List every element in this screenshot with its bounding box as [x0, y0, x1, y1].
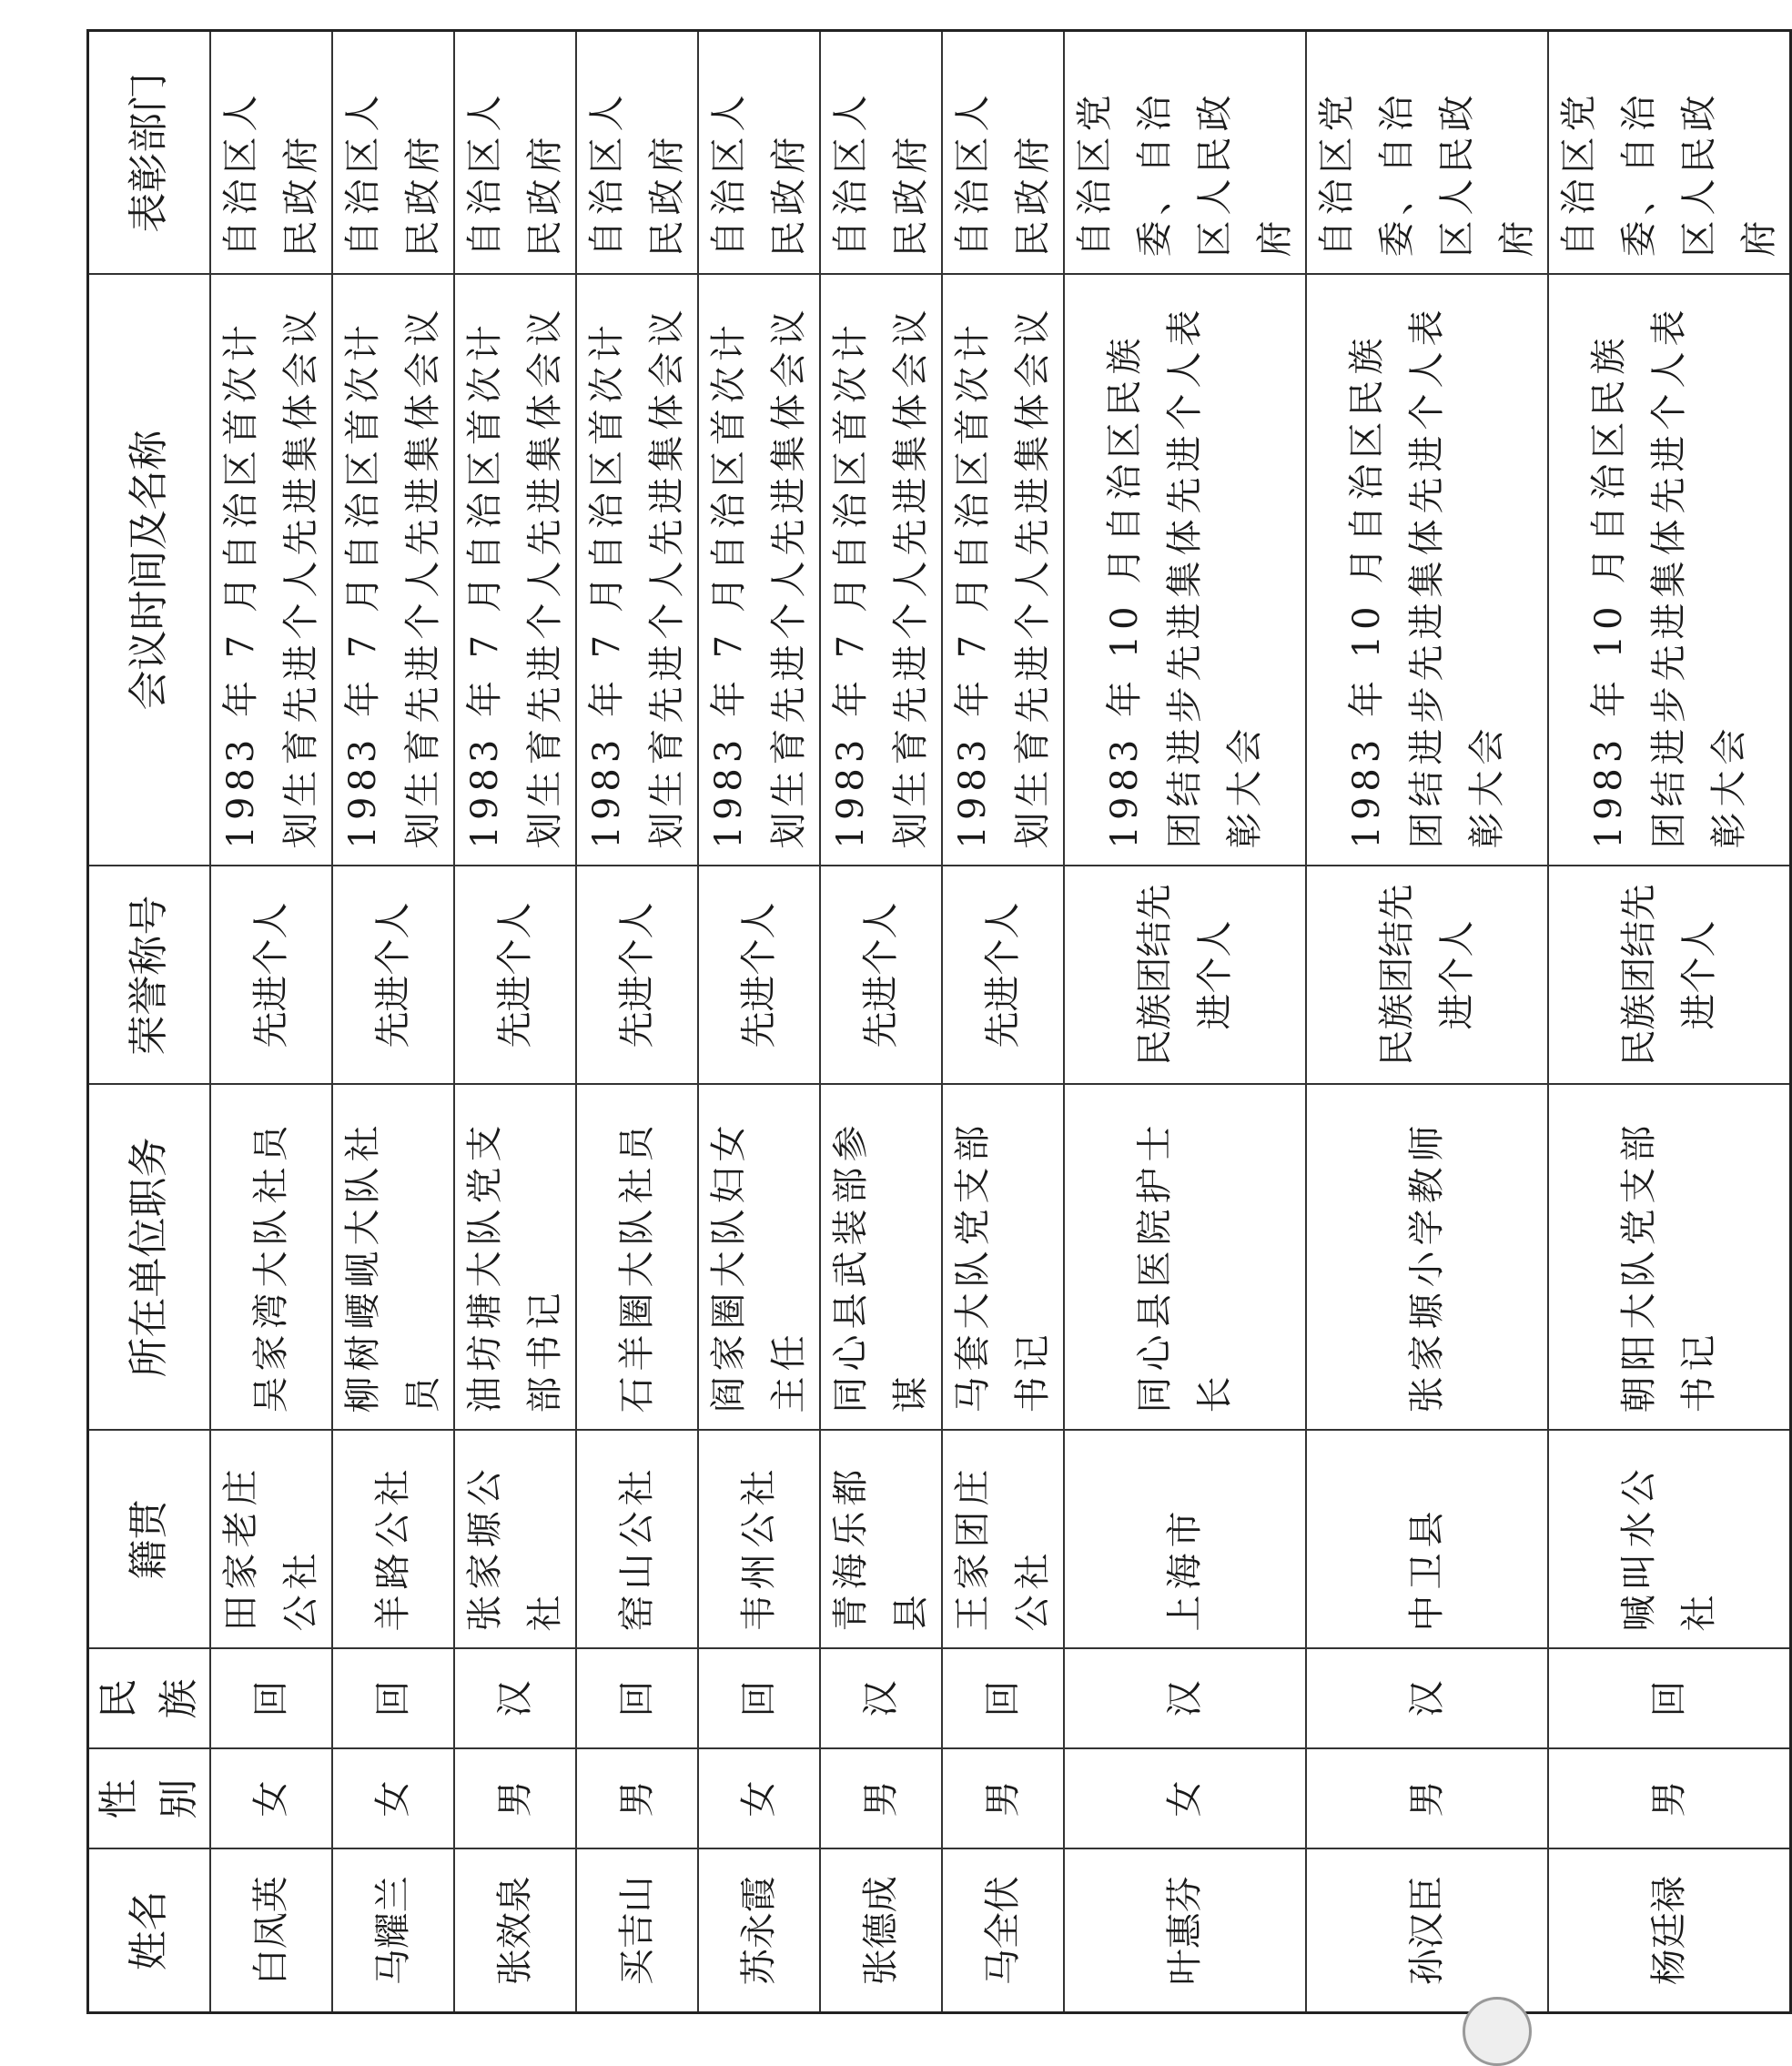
cell-ethnicity: 汉 [1064, 1649, 1306, 1749]
cell-honor-title: 民族团结先进个人 [1064, 866, 1306, 1085]
cell-unit-position: 阎家圈大队妇女主任 [698, 1085, 820, 1431]
cell-commending-dept: 自治区人民政府 [210, 31, 332, 275]
table-row [576, 31, 698, 2013]
cell-unit-position: 朝阳大队党支部书记 [1548, 1085, 1791, 1431]
cell-honor-title: 先进个人 [454, 866, 576, 1085]
corner-ornament-icon [1463, 1997, 1532, 2066]
cell-name: 马全伏 [942, 1849, 1064, 2013]
table-row [332, 31, 454, 2013]
cell-unit-position: 吴家湾大队社员 [210, 1085, 332, 1431]
cell-honor-title: 民族团结先进个人 [1548, 866, 1791, 1085]
table-row [698, 31, 820, 2013]
cell-gender: 女 [1064, 1749, 1306, 1849]
cell-commending-dept: 自治区党委、自治区人民政府 [1306, 31, 1548, 275]
cell-meeting: 1983 年 7 月自治区首次计划生育先进个人先进集体会议 [942, 275, 1064, 866]
cell-native-place: 上海市 [1064, 1431, 1306, 1649]
table-row [1064, 31, 1306, 2013]
cell-name: 白凤英 [210, 1849, 332, 2013]
table-row [942, 31, 1064, 2013]
cell-name: 苏永霞 [698, 1849, 820, 2013]
cell-gender: 女 [698, 1749, 820, 1849]
cell-gender: 男 [1548, 1749, 1791, 1849]
cell-honor-title: 先进个人 [332, 866, 454, 1085]
cell-unit-position: 张家塬小学教师 [1306, 1085, 1548, 1431]
cell-ethnicity: 回 [576, 1649, 698, 1749]
cell-honor-title: 先进个人 [698, 866, 820, 1085]
cell-honor-title: 先进个人 [820, 866, 942, 1085]
header-meeting: 会议时间及名称 [88, 275, 211, 866]
cell-native-place: 喊叫水公社 [1548, 1431, 1791, 1649]
table-row [210, 31, 332, 2013]
header-native-place: 籍贯 [88, 1431, 211, 1649]
header-unit-position: 所在单位职务 [88, 1085, 211, 1431]
cell-ethnicity: 汉 [1306, 1649, 1548, 1749]
cell-commending-dept: 自治区人民政府 [698, 31, 820, 275]
cell-meeting: 1983 年 7 月自治区首次计划生育先进个人先进集体会议 [820, 275, 942, 866]
cell-ethnicity: 回 [698, 1649, 820, 1749]
cell-name: 张德成 [820, 1849, 942, 2013]
cell-meeting: 1983 年 7 月自治区首次计划生育先进个人先进集体会议 [210, 275, 332, 866]
cell-native-place: 张家塬公社 [454, 1431, 576, 1649]
header-commending-dept: 表彰部门 [88, 31, 211, 275]
cell-commending-dept: 自治区人民政府 [820, 31, 942, 275]
header-gender: 性别 [88, 1749, 211, 1849]
cell-meeting: 1983 年 7 月自治区首次计划生育先进个人先进集体会议 [332, 275, 454, 866]
cell-unit-position: 同心县武装部参谋 [820, 1085, 942, 1431]
cell-commending-dept: 自治区人民政府 [576, 31, 698, 275]
cell-meeting: 1983 年 10 月自治区民族团结进步先进集体先进个人表彰大会 [1548, 275, 1791, 866]
cell-name: 张效泉 [454, 1849, 576, 2013]
cell-name: 杨廷禄 [1548, 1849, 1791, 2013]
cell-commending-dept: 自治区人民政府 [454, 31, 576, 275]
cell-meeting: 1983 年 7 月自治区首次计划生育先进个人先进集体会议 [454, 275, 576, 866]
header-row [88, 31, 211, 2013]
cell-gender: 女 [332, 1749, 454, 1849]
cell-unit-position: 同心县医院护士长 [1064, 1085, 1306, 1431]
table-row [454, 31, 576, 2013]
cell-native-place: 中卫县 [1306, 1431, 1548, 1649]
cell-meeting: 1983 年 7 月自治区首次计划生育先进个人先进集体会议 [576, 275, 698, 866]
cell-native-place: 羊路公社 [332, 1431, 454, 1649]
cell-gender: 男 [454, 1749, 576, 1849]
cell-gender: 女 [210, 1749, 332, 1849]
cell-unit-position: 马套大队党支部书记 [942, 1085, 1064, 1431]
cell-honor-title: 先进个人 [210, 866, 332, 1085]
cell-unit-position: 柳树崾岘大队社员 [332, 1085, 454, 1431]
cell-honor-title: 先进个人 [942, 866, 1064, 1085]
cell-gender: 男 [1306, 1749, 1548, 1849]
cell-gender: 男 [942, 1749, 1064, 1849]
cell-meeting: 1983 年 7 月自治区首次计划生育先进个人先进集体会议 [698, 275, 820, 866]
cell-ethnicity: 汉 [820, 1649, 942, 1749]
cell-name: 孙汉臣 [1306, 1849, 1548, 2013]
cell-ethnicity: 回 [210, 1649, 332, 1749]
honor-table [86, 29, 1792, 2014]
cell-honor-title: 先进个人 [576, 866, 698, 1085]
table-row [1548, 31, 1791, 2013]
cell-meeting: 1983 年 10 月自治区民族团结进步先进集体先进个人表彰大会 [1064, 275, 1306, 866]
table-body [210, 31, 1791, 2013]
rotated-table-wrapper [86, 32, 1780, 2014]
header-name: 姓名 [88, 1849, 211, 2013]
cell-native-place: 韦州公社 [698, 1431, 820, 1649]
cell-gender: 男 [820, 1749, 942, 1849]
cell-name: 买吉山 [576, 1849, 698, 2013]
cell-meeting: 1983 年 10 月自治区民族团结进步先进集体先进个人表彰大会 [1306, 275, 1548, 866]
cell-native-place: 青海乐都县 [820, 1431, 942, 1649]
table-row [820, 31, 942, 2013]
table-row [1306, 31, 1548, 2013]
cell-ethnicity: 汉 [454, 1649, 576, 1749]
cell-name: 马耀兰 [332, 1849, 454, 2013]
header-honor-title: 荣誉称号 [88, 866, 211, 1085]
cell-commending-dept: 自治区人民政府 [942, 31, 1064, 275]
cell-commending-dept: 自治区人民政府 [332, 31, 454, 275]
cell-commending-dept: 自治区党委、自治区人民政府 [1548, 31, 1791, 275]
cell-native-place: 田家老庄公社 [210, 1431, 332, 1649]
cell-ethnicity: 回 [942, 1649, 1064, 1749]
cell-ethnicity: 回 [1548, 1649, 1791, 1749]
cell-honor-title: 民族团结先进个人 [1306, 866, 1548, 1085]
header-ethnicity: 民族 [88, 1649, 211, 1749]
cell-commending-dept: 自治区党委、自治区人民政府 [1064, 31, 1306, 275]
cell-native-place: 窑山公社 [576, 1431, 698, 1649]
cell-unit-position: 油坊塘大队党支部书记 [454, 1085, 576, 1431]
cell-native-place: 王家团庄公社 [942, 1431, 1064, 1649]
cell-name: 叶惠芬 [1064, 1849, 1306, 2013]
cell-gender: 男 [576, 1749, 698, 1849]
cell-unit-position: 石羊圈大队社员 [576, 1085, 698, 1431]
cell-ethnicity: 回 [332, 1649, 454, 1749]
